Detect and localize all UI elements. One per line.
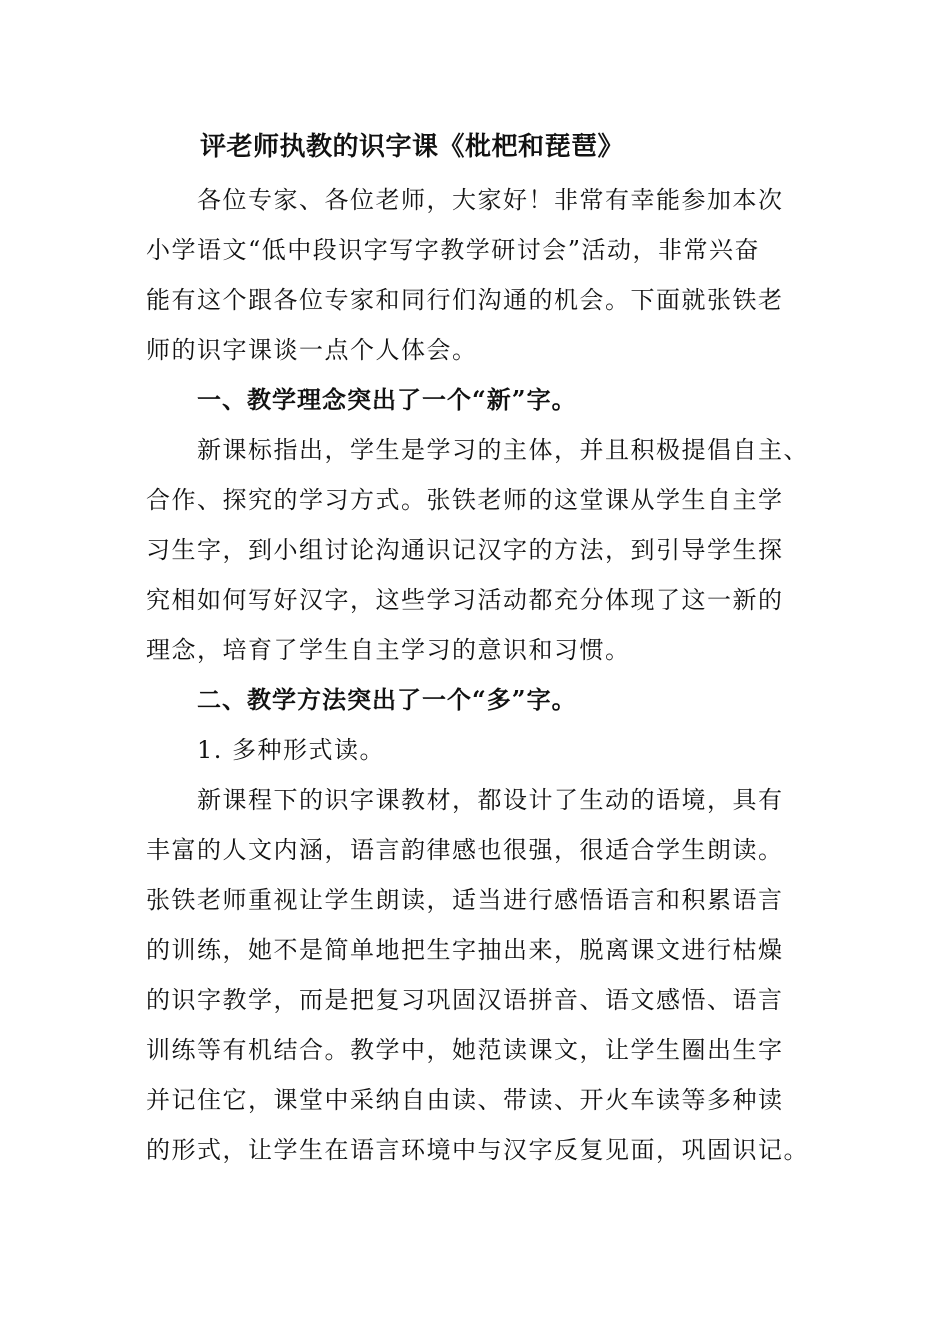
paragraph-greeting-line-2: 小学语文“低中段识字写字教学研讨会”活动，非常兴奋 <box>146 236 761 264</box>
paragraph-greeting-line-4: 师的识字课谈一点个人体会。 <box>146 336 478 364</box>
paragraph-new-line-1: 新课标指出，学生是学习的主体，并且积极提倡自主、 <box>197 436 809 464</box>
paragraph-reading-line-4: 的训练，她不是简单地把生字抽出来，脱离课文进行枯燥 <box>146 936 784 964</box>
paragraph-reading-line-7: 并记住它，课堂中采纳自由读、带读、开火车读等多种读 <box>146 1086 784 1114</box>
subsection-heading-1: 1. 多种形式读。 <box>197 736 386 764</box>
paragraph-reading-line-5: 的识字教学，而是把复习巩固汉语拼音、语文感悟、语言 <box>146 986 784 1014</box>
paragraph-greeting-line-3: 能有这个跟各位专家和同行们沟通的机会。下面就张铁老 <box>146 286 784 314</box>
paragraph-new-line-5: 理念，培育了学生自主学习的意识和习惯。 <box>146 636 631 664</box>
paragraph-new-line-4: 究相如何写好汉字，这些学习活动都充分体现了这一新的 <box>146 586 784 614</box>
paragraph-reading-line-6: 训练等有机结合。教学中，她范读课文，让学生圈出生字 <box>146 1036 784 1064</box>
section-heading-2: 二、教学方法突出了一个“多”字。 <box>197 685 577 714</box>
paragraph-greeting-line-1: 各位专家、各位老师，大家好！非常有幸能参加本次 <box>197 186 784 214</box>
document-title: 评老师执教的识字课《枇杷和琵琶》 <box>200 132 625 162</box>
paragraph-reading-line-1: 新课程下的识字课教材，都设计了生动的语境，具有 <box>197 786 784 814</box>
paragraph-reading-line-3: 张铁老师重视让学生朗读，适当进行感悟语言和积累语言 <box>146 886 784 914</box>
paragraph-new-line-2: 合作、探究的学习方式。张铁老师的这堂课从学生自主学 <box>146 486 784 514</box>
paragraph-reading-line-8: 的形式，让学生在语言环境中与汉字反复见面，巩固识记。 <box>146 1136 809 1164</box>
section-heading-1: 一、教学理念突出了一个“新”字。 <box>197 385 577 414</box>
paragraph-new-line-3: 习生字，到小组讨论沟通识记汉字的方法，到引导学生探 <box>146 536 784 564</box>
paragraph-reading-line-2: 丰富的人文内涵，语言韵律感也很强，很适合学生朗读。 <box>146 836 784 864</box>
